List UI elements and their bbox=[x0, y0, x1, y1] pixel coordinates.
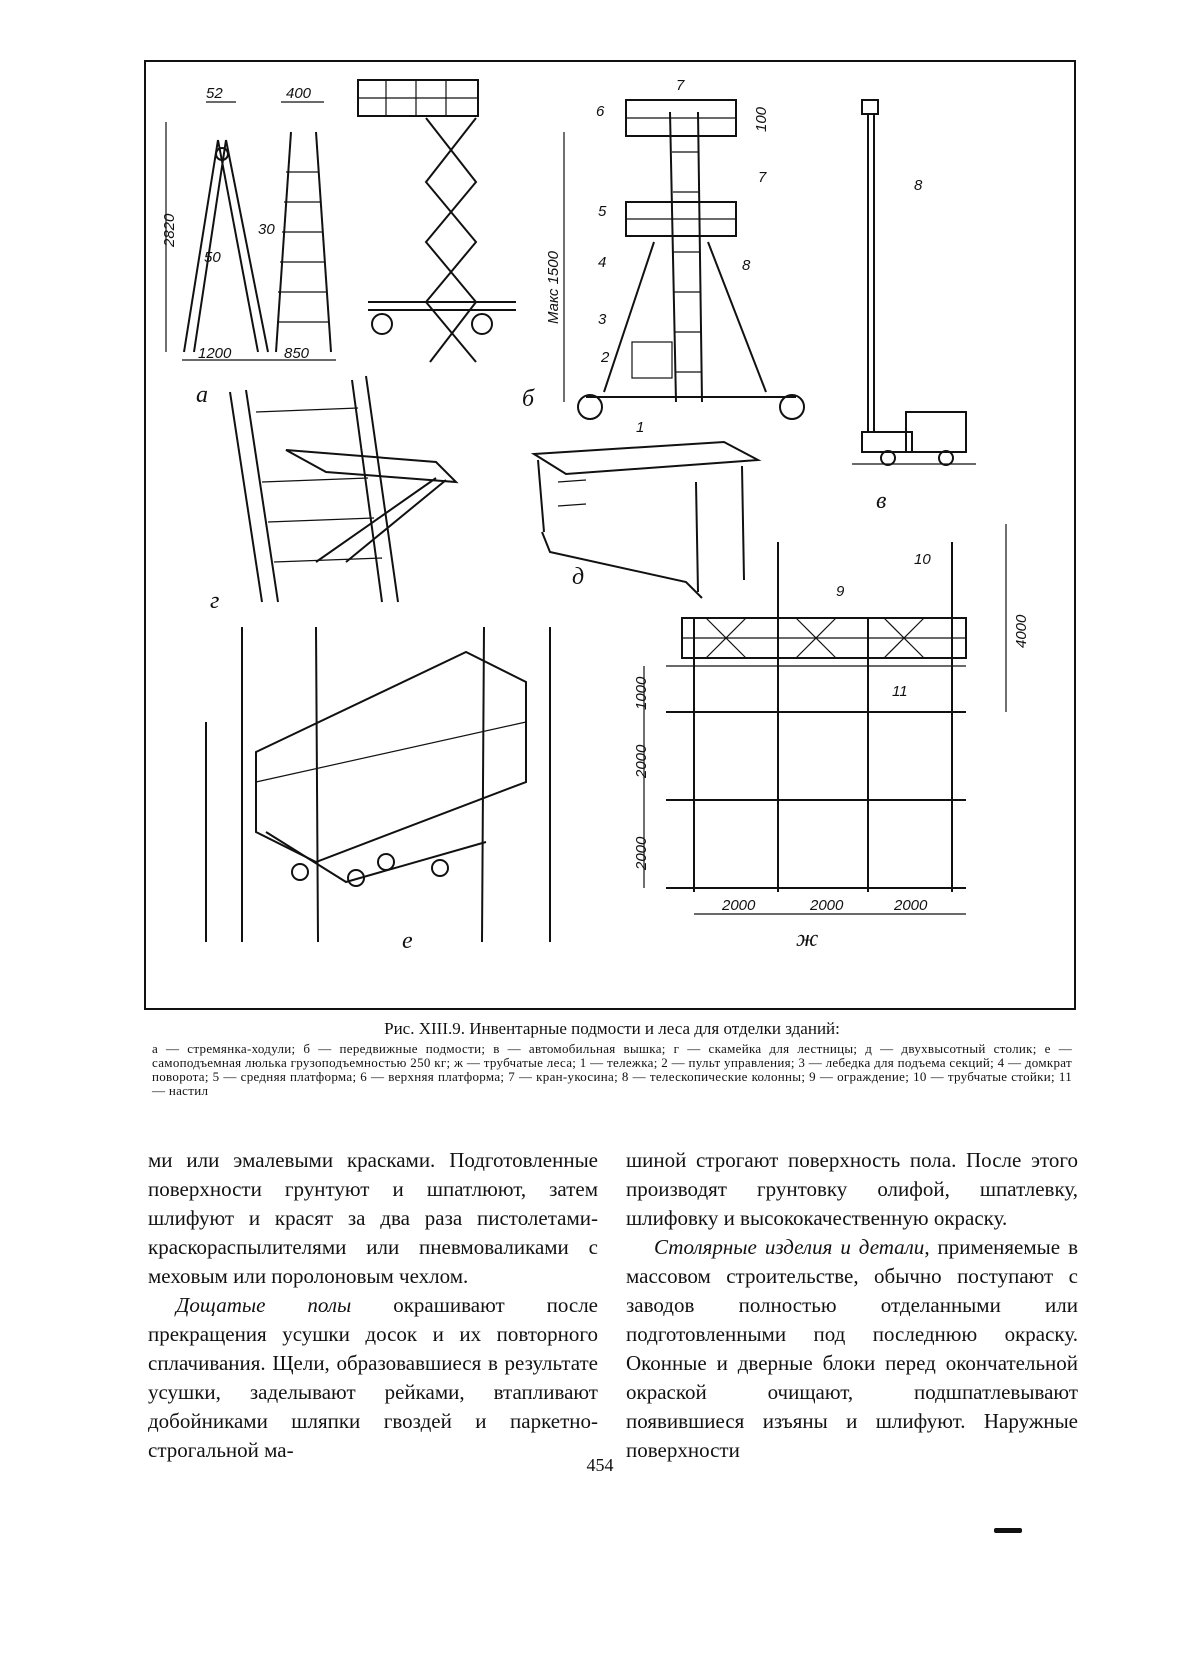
svg-text:1200: 1200 bbox=[198, 345, 232, 362]
svg-text:1000: 1000 bbox=[633, 676, 650, 710]
panel-label-a: а bbox=[196, 382, 208, 408]
svg-text:2000: 2000 bbox=[633, 744, 650, 778]
italic-term: Дощатые полы bbox=[176, 1293, 352, 1317]
svg-text:30: 30 bbox=[258, 221, 275, 238]
svg-text:850: 850 bbox=[284, 345, 310, 362]
panel-a-scissor-lift bbox=[358, 80, 516, 362]
svg-text:10: 10 bbox=[914, 551, 931, 568]
svg-text:2000: 2000 bbox=[894, 897, 928, 914]
svg-text:4: 4 bbox=[598, 254, 607, 271]
panel-e-cradle bbox=[206, 627, 550, 954]
svg-text:Макс 1500: Макс 1500 bbox=[545, 251, 562, 324]
svg-text:3: 3 bbox=[598, 311, 607, 328]
figure-caption bbox=[152, 1018, 1072, 1098]
figure-frame bbox=[144, 60, 1076, 1010]
svg-text:2000: 2000 bbox=[810, 897, 844, 914]
svg-text:2: 2 bbox=[601, 349, 610, 366]
panel-label-g: г bbox=[210, 588, 220, 614]
panel-label-d: д bbox=[572, 564, 585, 590]
italic-term: Столярные изделия и детали bbox=[654, 1235, 925, 1259]
panel-a-stepladder bbox=[166, 102, 336, 360]
svg-text:4000: 4000 bbox=[1013, 614, 1030, 648]
svg-text:11: 11 bbox=[892, 683, 908, 700]
svg-text:100: 100 bbox=[753, 106, 770, 132]
figure-illustrations bbox=[146, 62, 1074, 1008]
text-column-right bbox=[626, 1146, 1078, 1465]
svg-text:8: 8 bbox=[742, 257, 751, 274]
caption-legend: а — стремянка-ходули; б — передвижные подмости; в — автомобильная вышка; г — скамейка для лестницы; д — двухвысотный столик; е — самоподъемная люлька грузоподъемностью 250 кг; ж — трубчатые леса; 1 — тележка; 2 — пульт управления; 3 — лебедка для подъема секций; 4 — домкрат поворота; 5 — средняя платформа; 6 — верхняя платформа; 7 — кран-укосина; 8 — телескопические колонны; 9 — ограждение; 10 — трубчатые стойки; 11 — настил bbox=[152, 1041, 1072, 1098]
panel-label-b: б bbox=[522, 386, 535, 412]
panel-v-truck-tower bbox=[852, 100, 976, 514]
panel-label-v: в bbox=[876, 488, 887, 514]
svg-text:9: 9 bbox=[836, 583, 845, 600]
caption-title: Рис. XIII.9. Инвентарные подмости и леса для отделки зданий: bbox=[384, 1019, 840, 1038]
paragraph-text: окрашивают после прекращения усушки досок и их повторного сплачивания. Щели, образовавшиеся в результате усушки, заделывают рейками, втапливают добойниками шляпки гвоздей и паркетно-строгальной ма- bbox=[148, 1293, 598, 1462]
panel-zh-dimensions bbox=[633, 551, 1030, 952]
paragraph-text: , применяемые в массовом строительстве, обычно поступают с заводов полностью отделанными или подготовленными под последнюю окраску. Оконные и дверные блоки перед окончательной окраской очищают, подшпатлевывают появившиеся изъяны и шлифуют. Наружные поверхности bbox=[626, 1235, 1078, 1462]
panel-label-e: е bbox=[402, 928, 413, 954]
svg-text:7: 7 bbox=[758, 169, 767, 186]
scan-mark bbox=[994, 1528, 1022, 1533]
panel-g-ladder-bench bbox=[210, 376, 456, 614]
svg-text:8: 8 bbox=[914, 177, 923, 194]
svg-text:2820: 2820 bbox=[161, 213, 178, 247]
svg-text:7: 7 bbox=[676, 77, 685, 94]
svg-text:2000: 2000 bbox=[722, 897, 756, 914]
svg-text:6: 6 bbox=[596, 103, 605, 120]
panel-label-zh: ж bbox=[796, 926, 819, 952]
svg-text:5: 5 bbox=[598, 203, 607, 220]
panel-d-table bbox=[534, 442, 758, 598]
paragraph bbox=[148, 1291, 598, 1465]
text-column-left bbox=[148, 1146, 598, 1465]
page-number: 454 bbox=[586, 1455, 614, 1475]
svg-text:400: 400 bbox=[286, 85, 312, 102]
panel-b-callouts bbox=[522, 77, 770, 436]
paragraph: шиной строгают поверхность пола. После этого производят грунтовку олифой, шпатлевку, шлифовку и высококачественную окраску. bbox=[626, 1148, 1078, 1230]
svg-text:52: 52 bbox=[206, 85, 223, 102]
svg-text:50: 50 bbox=[204, 249, 221, 266]
paragraph: ми или эмалевыми красками. Подготовленные поверхности грунтуют и шпатлюют, затем шлифуют и красят за два раза пистолетами-краскораспылителями или пневмоваликами с меховым или поролоновым чехлом. bbox=[148, 1148, 598, 1288]
svg-text:1: 1 bbox=[636, 419, 645, 436]
paragraph bbox=[626, 1233, 1078, 1465]
svg-text:2000: 2000 bbox=[633, 836, 650, 870]
